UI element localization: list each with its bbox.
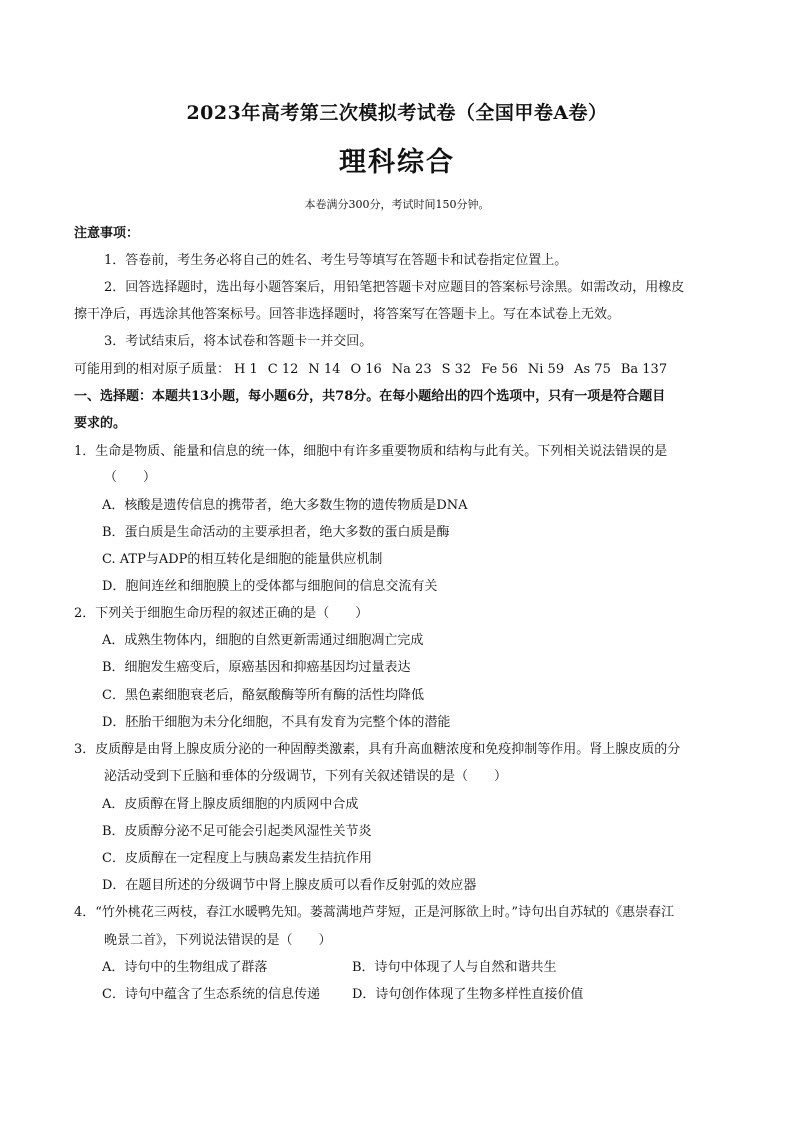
- question-1-option-d: D．胞间连丝和细胞膜上的受体都与细胞间的信息交流有关: [102, 579, 438, 594]
- question-4-option-b: B．诗句中体现了人与自然和谐共生: [352, 960, 557, 975]
- section-text: 本题共13小题，每小题6分，共78分。在每小题给出的: [152, 389, 471, 404]
- score-note: 本卷满分300分，考试时间150分钟。: [304, 198, 490, 211]
- section-label: 一、选择题：: [74, 389, 153, 404]
- question-1-option-a: A．核酸是遗传信息的携带者，绝大多数生物的遗传物质是DNA: [102, 498, 468, 513]
- question-2-option-b: B．细胞发生癌变后，原癌基因和抑癌基因均过量表达: [102, 660, 411, 675]
- question-2-stem: 2．下列关于细胞生命历程的叙述正确的是（ ）: [74, 606, 369, 621]
- notice-item-2: 2．回答选择题时，选出每小题答案后，用铅笔把答题卡对应题目的答案标号涂黑。如需改动，用橡皮: [104, 280, 685, 295]
- atomic-mass-label: 可能用到的相对原子质量：: [74, 362, 231, 377]
- notice-item-3: 3．考试结束后，将本试卷和答题卡一并交回。: [104, 334, 373, 349]
- question-3-stem-cont: 泌活动受到下丘脑和垂体的分级调节，下列有关叙述错误的是（ ）: [104, 769, 508, 784]
- question-2-option-a: A．成熟生物体内，细胞的自然更新需通过细胞凋亡完成: [102, 633, 424, 648]
- question-3-stem: 3．皮质醇是由肾上腺皮质分泌的一种固醇类激素，具有升高血糖浓度和免疫抑制等作用。肾上腺皮质的分: [74, 742, 681, 757]
- notice-item-2-cont: 擦干净后，再选涂其他答案标号。回答非选择题时，将答案写在答题卡上。写在本试卷上无效。: [74, 307, 621, 322]
- section-instruction: [74, 385, 665, 404]
- question-4-option-c: C．诗句中蕴含了生态系统的信息传递: [102, 987, 320, 1002]
- atomic-mass-value: C 12: [267, 362, 299, 377]
- exam-subject: 理科综合: [339, 147, 455, 178]
- atomic-mass-value: N 14: [308, 362, 341, 377]
- section-text-end: ，只有一项是符合题目: [535, 389, 666, 404]
- atomic-mass-value: As 75: [574, 362, 611, 377]
- atomic-mass-value: H 1: [234, 362, 258, 377]
- question-3-option-a: A．皮质醇在肾上腺皮质细胞的内质网中合成: [102, 797, 359, 812]
- question-3-option-c: C．皮质醇在一定程度上与胰岛素发生拮抗作用: [102, 851, 372, 866]
- atomic-mass-value: Ni 59: [527, 362, 565, 377]
- question-4-stem: 4．“竹外桃花三两枝，春江水暖鸭先知。蒌蒿满地芦芽短，正是河豚欲上时。”诗句出自苏轼的《惠崇春江: [74, 905, 675, 920]
- atomic-mass-value: Fe 56: [481, 362, 518, 377]
- notice-item-1: 1．答卷前，考生务必将自己的姓名、考生号等填写在答题卡和试卷指定位置上。: [104, 253, 568, 268]
- section-emphasis: 四个选项中: [470, 389, 536, 404]
- question-1-stem: 1．生命是物质、能量和信息的统一体，细胞中有许多重要物质和结构与此有关。下列相关说法错误的是: [74, 444, 668, 459]
- exam-title: 2023年高考第三次模拟考试卷（全国甲卷A卷）: [186, 102, 608, 124]
- question-2-option-c: C．黑色素细胞衰老后，酪氨酸酶等所有酶的活性均降低: [102, 688, 424, 703]
- question-4-stem-cont: 晚景二首》，下列说法错误的是（ ）: [104, 933, 332, 948]
- question-1-stem-cont: （ ）: [104, 470, 157, 485]
- atomic-mass-value: Ba 137: [620, 362, 668, 377]
- question-3-option-d: D．在题目所述的分级调节中肾上腺皮质可以看作反射弧的效应器: [102, 878, 477, 893]
- atomic-mass-value: S 32: [441, 362, 472, 377]
- notice-heading: 注意事项：: [74, 226, 140, 241]
- question-2-option-d: D．胚胎干细胞为未分化细胞，不具有发育为完整个体的潜能: [102, 715, 451, 730]
- question-4-option-d: D．诗句创作体现了生物多样性直接价值: [352, 987, 584, 1002]
- atomic-mass-value: Na 23: [391, 362, 432, 377]
- question-3-option-b: B．皮质醇分泌不足可能会引起类风湿性关节炎: [102, 824, 372, 839]
- question-1-option-b: B．蛋白质是生命活动的主要承担者，绝大多数的蛋白质是酶: [102, 525, 450, 540]
- question-4-option-a: A．诗句中的生物组成了群落: [102, 960, 268, 975]
- question-1-option-c: C. ATP与ADP的相互转化是细胞的能量供应机制: [102, 552, 383, 567]
- atomic-mass-value: O 16: [350, 362, 382, 377]
- atomic-mass-line: [74, 358, 677, 377]
- section-instruction-cont: 要求的。: [74, 416, 127, 431]
